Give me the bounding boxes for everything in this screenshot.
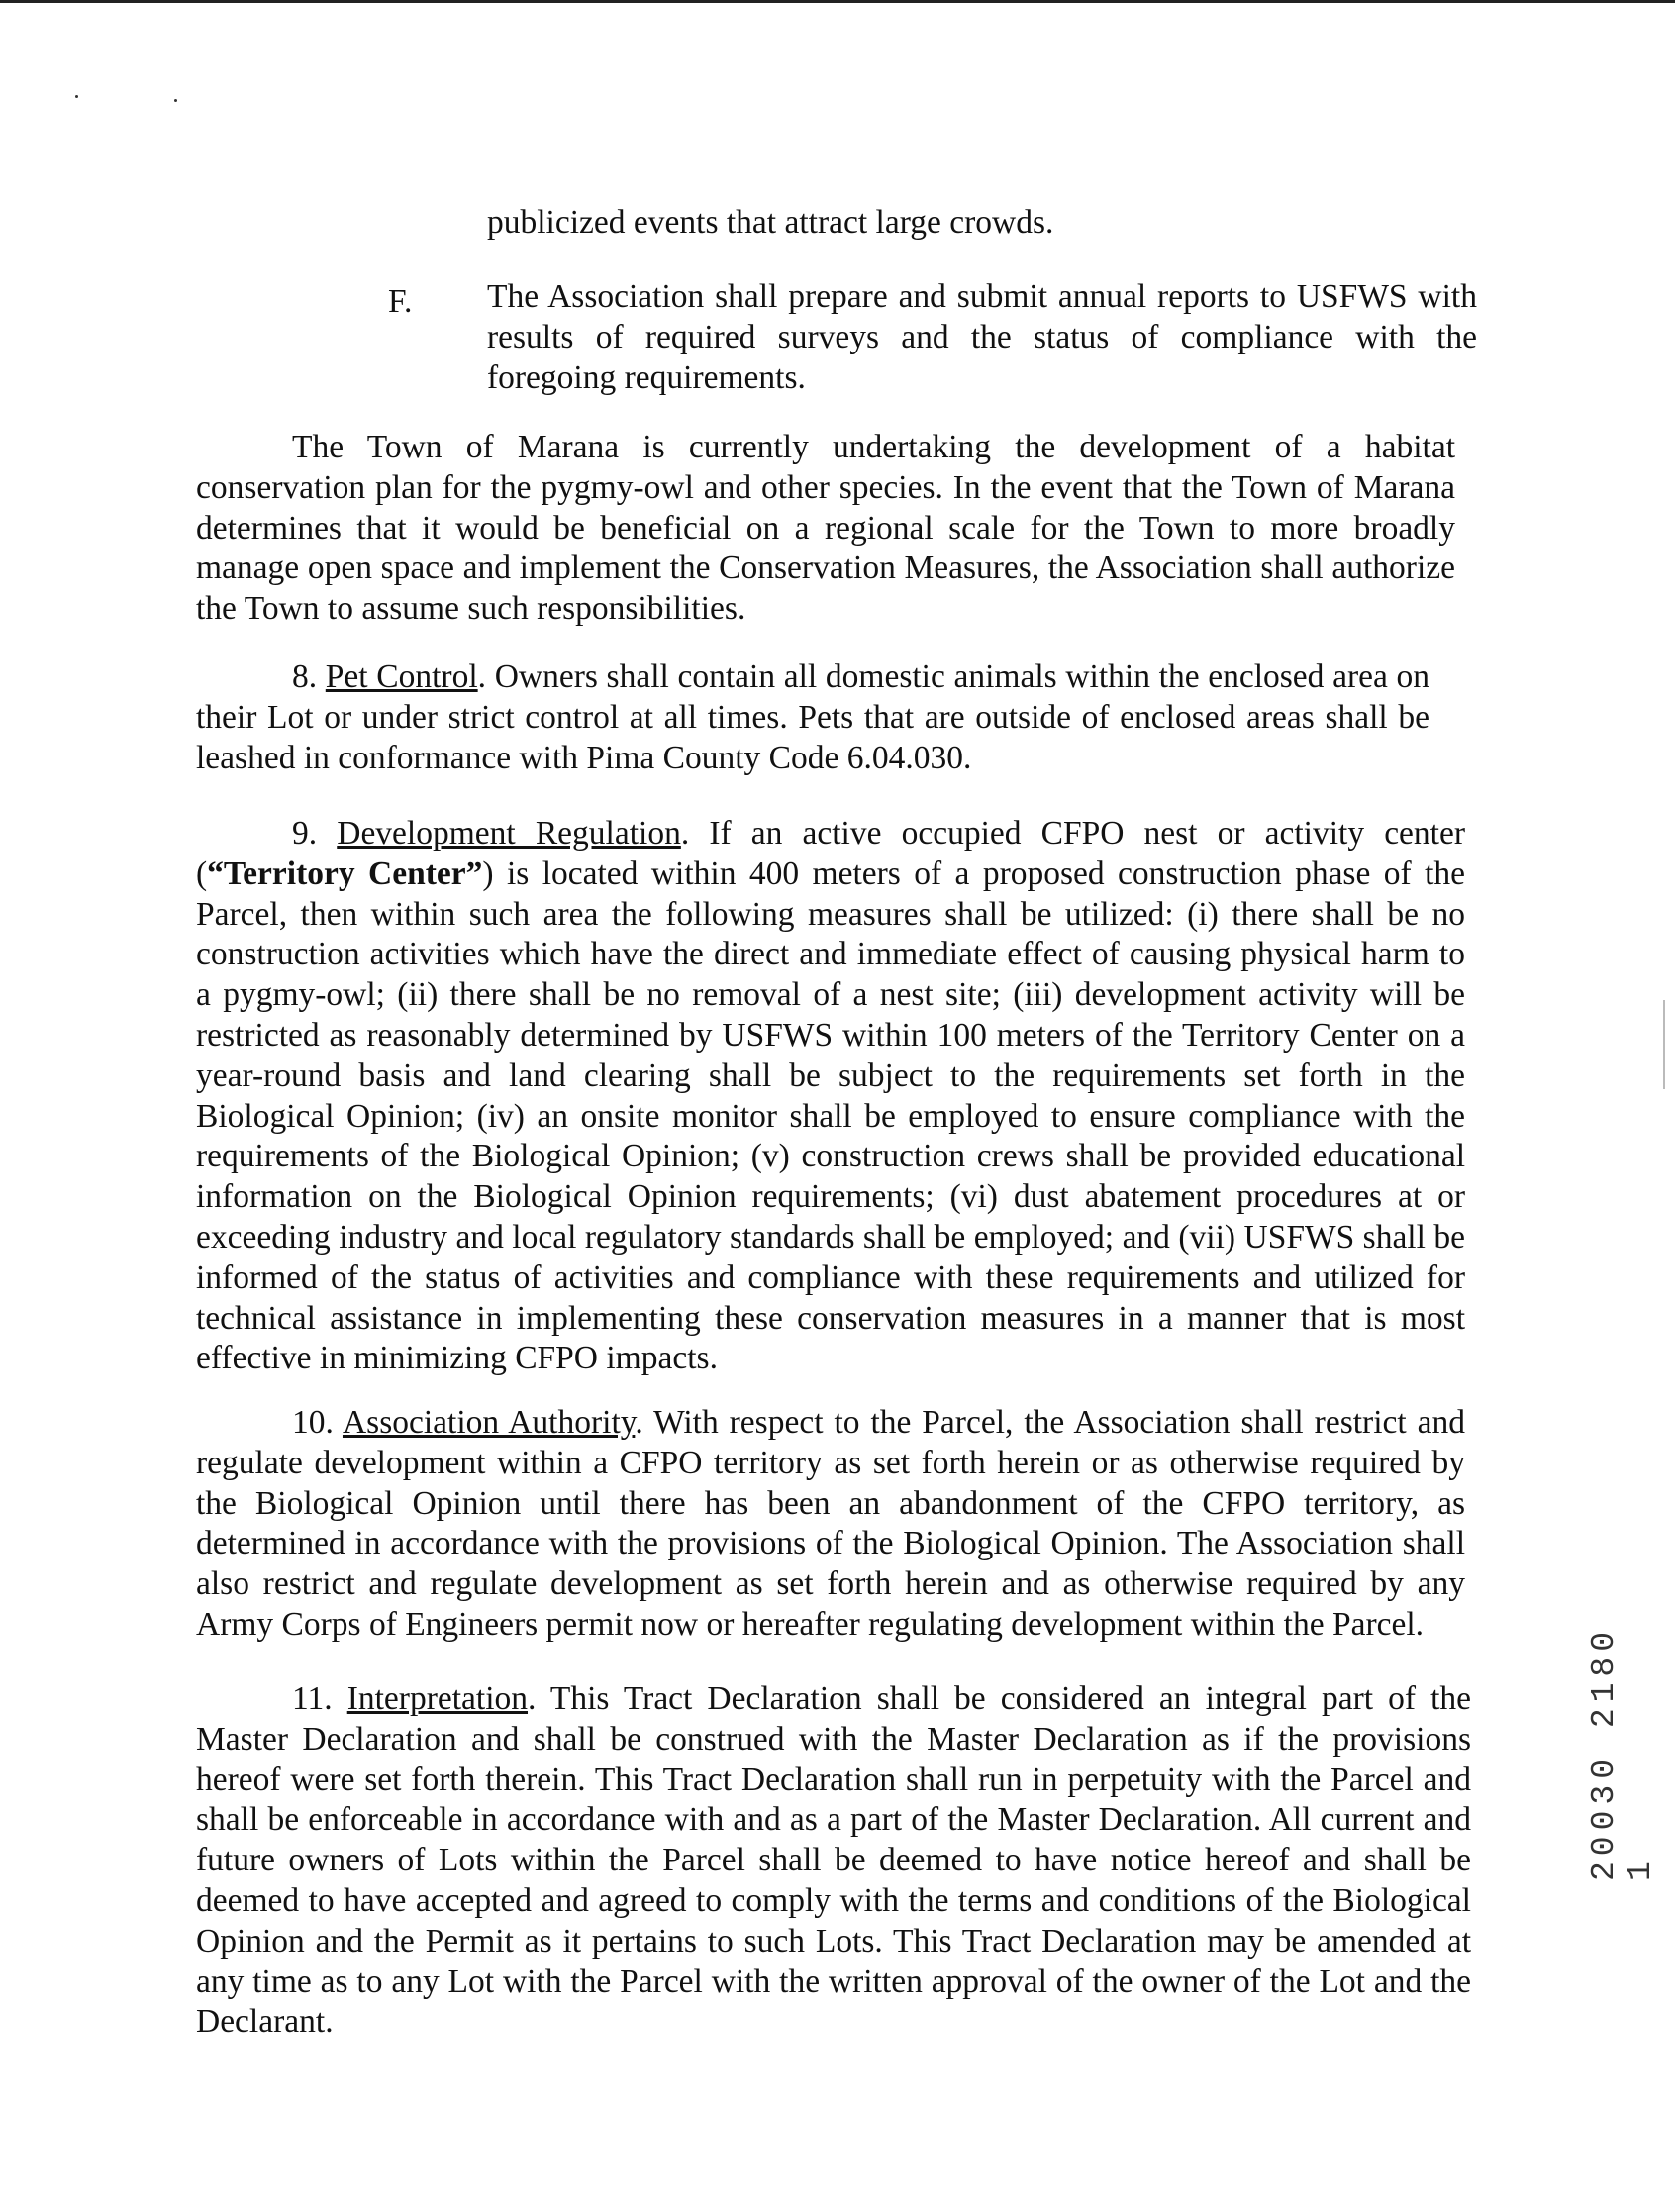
section-11-number: 11.	[292, 1680, 333, 1717]
section-10-number: 10.	[292, 1404, 334, 1441]
section-9-heading: Development Regulation	[337, 815, 681, 852]
scan-edge-mark	[1663, 1000, 1665, 1089]
section-9-number: 9.	[292, 815, 318, 852]
section-8-number: 8.	[292, 658, 318, 695]
scan-speck	[174, 99, 177, 102]
marana-paragraph: The Town of Marana is currently undertaking the development of a habitat conservation plan for the pygmy-owl and other species. In the event that the Town of Marana determines that it would be beneficial on a regional scale for the Town to more broadly manage open space and implement the Conservation Measures, the Association shall authorize the Town to assume such responsibilities.	[196, 429, 1455, 628]
continuation-text: publicized events that attract large crowds.	[487, 204, 1054, 241]
section-9-body-start: If an active occupied CFPO nest or activity center (	[196, 815, 1466, 892]
section-9: 9. Development Regulation. If an active occupied CFPO nest or activity center (“Territory Center”) is located within 400 meters of a proposed construction phase of the Parcel, then within such area the following measures shall be utilized: (i) there shall be no construction activities which have the direct and immediate effect of causing physical harm to a pygmy-owl; (ii) there shall be no removal of a nest site; (iii) development activity will be restricted as reasonably determined by USFWS within 100 meters of the Territory Center on a year-round basis and land clearing shall be subject to the requirements set forth in the Biological Opinion; (iv) an onsite monitor shall be employed to ensure compliance with the requirements of the Biological Opinion; (v) construction crews shall be provided educational information on the Biological Opinion requirements; (vi) dust abatement procedures at or exceeding industry and local regulatory standards shall be employed; and (vii) USFWS shall be informed of the status of activities and compliance with these requirements and utilized for technical assistance in implementing these conservation measures in a manner that is most effective in minimizing CFPO impacts.	[196, 815, 1466, 1377]
section-11-body: This Tract Declaration shall be considered an integral part of the Master Declaration and shall be construed with the Master Declaration as if the provisions hereof were set forth therein. This Tract Declaration shall run in perpetuity with the Parcel and shall be enforceable in accordance with and as a part of the Master Declaration. All current and future owners of Lots within the Parcel shall be deemed to have notice hereof and shall be deemed to have accepted and agreed to comply with the terms and conditions of the Biological Opinion and the Permit as it pertains to such Lots. This Tract Declaration may be amended at any time as to any Lot with the Parcel with the written approval of the owner of the Lot and the Declarant.	[196, 1680, 1472, 2041]
item-f-text: The Association shall prepare and submit annual reports to USFWS with results of required surveys and the status of compliance with the foregoing requirements.	[487, 278, 1477, 396]
recording-stamp	[1586, 1584, 1659, 1881]
scan-top-edge	[0, 0, 1675, 3]
section-10: 10. Association Authority. With respect to the Parcel, the Association shall restrict and regulate development within a CFPO territory as set forth herein or as otherwise required by the Biological Opinion until there has been an abandonment of the CFPO territory, as determined in accordance with the provisions of the Biological Opinion. The Association shall also restrict and regulate development as set forth herein and as otherwise required by any Army Corps of Engineers permit now or hereafter regulating development within the Parcel.	[196, 1404, 1465, 1643]
section-8: 8. Pet Control. Owners shall contain all domestic animals within the enclosed area on their Lot or under strict control at all times. Pets that are outside of enclosed areas shall be leashed in conformance with Pima County Code 6.04.030.	[196, 658, 1430, 776]
item-f-letter: F.	[388, 283, 413, 320]
section-10-heading: Association Authority	[342, 1404, 636, 1441]
section-8-heading: Pet Control	[325, 658, 478, 695]
section-10-body: With respect to the Parcel, the Association shall restrict and regulate development within a CFPO territory as set forth herein or as otherwise required by the Biological Opinion until there has been an abandonment of the CFPO territory, as determined in accordance with the provisions of the Biological Opinion. The Association shall also restrict and regulate development as set forth herein and as otherwise required by any Army Corps of Engineers permit now or hereafter regulating development within the Parcel.	[196, 1404, 1465, 1643]
section-11: 11. Interpretation. This Tract Declaration shall be considered an integral part of the Master Declaration and shall be construed with the Master Declaration as if the provisions hereof were set forth therein. This Tract Declaration shall run in perpetuity with the Parcel and shall be enforceable in accordance with and as a part of the Master Declaration. All current and future owners of Lots within the Parcel shall be deemed to have notice hereof and shall be deemed to have accepted and agreed to comply with the terms and conditions of the Biological Opinion and the Permit as it pertains to such Lots. This Tract Declaration may be amended at any time as to any Lot with the Parcel with the written approval of the owner of the Lot and the Declarant.	[196, 1680, 1472, 2041]
territory-center-term: “Territory Center”	[207, 855, 483, 892]
section-8-body: Owners shall contain all domestic animals within the enclosed area on their Lot or under strict control at all times. Pets that are outside of enclosed areas shall be leashed in conformance with Pima County Code 6.04.030.	[196, 658, 1430, 776]
recording-stamp-text: 20030 2180 1	[1586, 1625, 1659, 1881]
section-9-body-rest: ) is located within 400 meters of a proposed construction phase of the Parcel, then within such area the following measures shall be utilized: (i) there shall be no construction activities which have the direct and immediate effect of causing physical harm to a pygmy-owl; (ii) there shall be no removal of a nest site; (iii) development activity will be restricted as reasonably determined by USFWS within 100 meters of the Territory Center on a year-round basis and land clearing shall be subject to the requirements set forth in the Biological Opinion; (iv) an onsite monitor shall be employed to ensure compliance with the requirements of the Biological Opinion; (v) construction crews shall be provided educational information on the Biological Opinion requirements; (vi) dust abatement procedures at or exceeding industry and local regulatory standards shall be employed; and (vii) USFWS shall be informed of the status of activities and compliance with these requirements and utilized for technical assistance in implementing these conservation measures in a manner that is most effective in minimizing CFPO impacts.	[196, 855, 1465, 1377]
section-11-heading: Interpretation	[346, 1680, 529, 1717]
scan-speck	[75, 95, 78, 98]
